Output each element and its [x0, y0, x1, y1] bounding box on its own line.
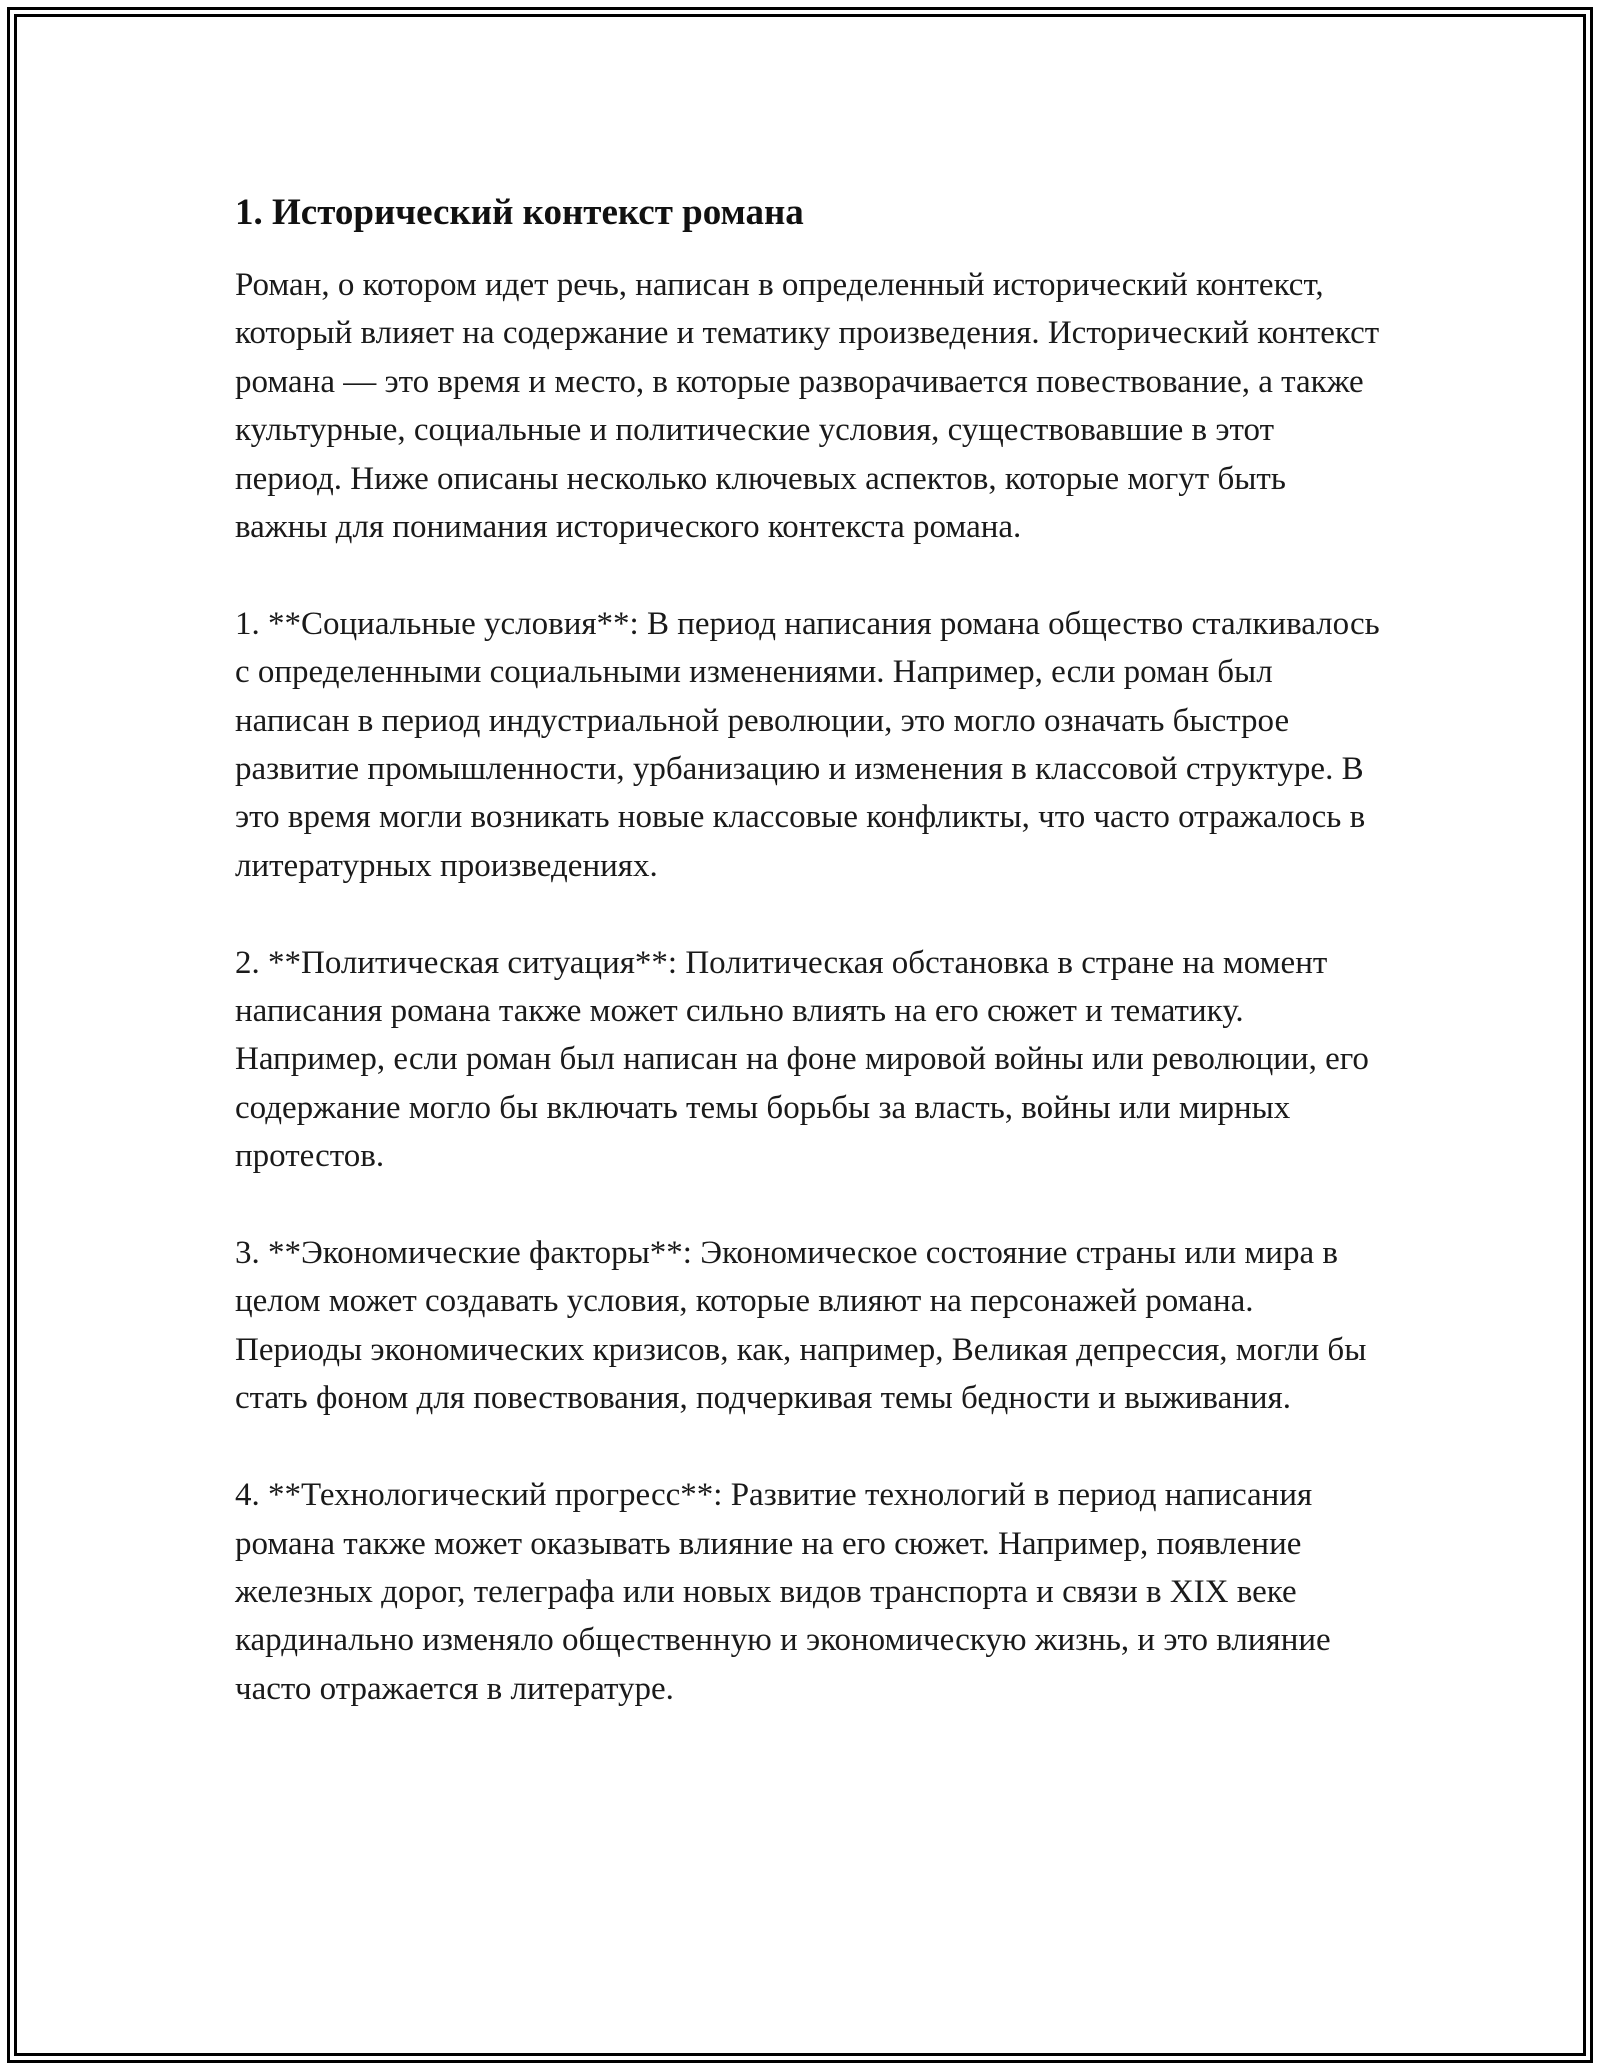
intro-paragraph: Роман, о котором идет речь, написан в определенный исторический контекст, который влияет на содержание и тематику произведения. Исторический контекст романа — это время и место, в которые разворачивается повествование, а также культурные, социальные и политические условия, существовавшие в этот период. Ниже описаны несколько ключевых аспектов, которые могут быть важны для понимания исторического контекста романа. — [235, 267, 1380, 546]
document-page — [235, 185, 1385, 1713]
paragraph-social-conditions: 1. **Социальные условия**: В период написания романа общество сталкивалось с определенными социальными изменениями. Например, если роман был написан в период индустриальной революции, это могло означать быстрое развитие промышленности, урбанизацию и изменения в классовой структуре. В это время могли возникать новые классовые конфликты, что часто отражалось в литературных произведениях. — [235, 605, 1380, 884]
paragraph-political-situation: 2. **Политическая ситуация**: Политическая обстановка в стране на момент написания романа также может сильно влиять на его сюжет и тематику. Например, если роман был написан на фоне мировой войны или революции, его содержание могло бы включать темы борьбы за власть, войны или мирных протестов. — [235, 944, 1369, 1175]
paragraph-technological-progress: 4. **Технологический прогресс**: Развитие технологий в период написания романа также может оказывать влияние на его сюжет. Например, появление железных дорог, телеграфа или новых видов транспорта и связи в XIX веке кардинально изменяло общественную и экономическую жизнь, и это влияние часто отражается в литературе. — [235, 1477, 1331, 1707]
paragraph-economic-factors: 3. **Экономические факторы**: Экономическое состояние страны или мира в целом может создавать условия, которые влияют на персонажей романа. Периоды экономических кризисов, как, например, Великая депрессия, могли бы стать фоном для повествования, подчеркивая темы бедности и выживания. — [235, 1235, 1367, 1417]
section-heading: 1. Исторический контекст романа — [235, 192, 804, 233]
